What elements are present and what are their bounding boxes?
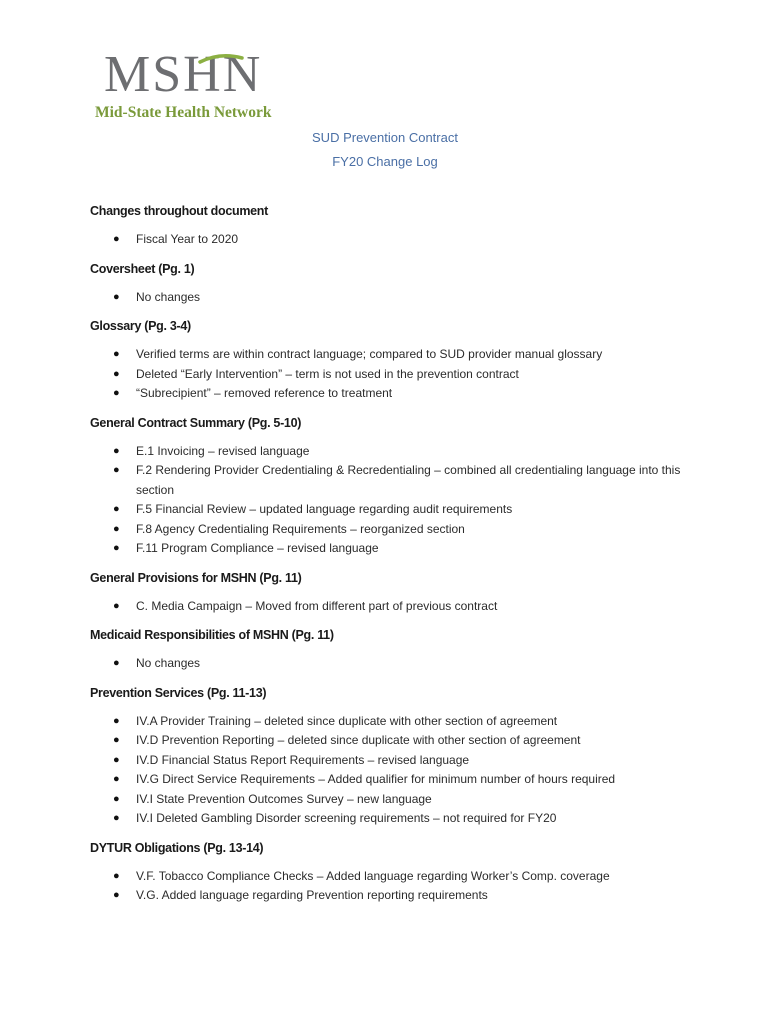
bullet-icon: ● bbox=[113, 657, 120, 669]
bullet-list bbox=[90, 867, 690, 906]
list-item bbox=[90, 867, 690, 887]
list-item bbox=[90, 770, 690, 790]
list-item-text: IV.G Direct Service Requirements – Added qualifier for minimum number of hours required bbox=[136, 772, 616, 786]
list-item-text: IV.D Financial Status Report Requirements – revised language bbox=[136, 752, 470, 767]
bullet-list bbox=[90, 597, 690, 617]
list-item-text: IV.I Deleted Gambling Disorder screening requirements – not required for FY20 bbox=[136, 811, 557, 825]
bullet-icon: ● bbox=[113, 387, 120, 399]
bullet-icon: ● bbox=[113, 812, 120, 824]
list-item bbox=[90, 886, 690, 906]
section-heading: DYTUR Obligations (Pg. 13-14) bbox=[90, 840, 264, 855]
bullet-icon: ● bbox=[113, 464, 120, 476]
list-item bbox=[90, 731, 690, 751]
list-item-text: V.G. Added language regarding Prevention reporting requirements bbox=[136, 888, 488, 902]
bullet-icon: ● bbox=[113, 290, 120, 303]
bullet-icon: ● bbox=[113, 599, 120, 612]
list-item bbox=[90, 654, 690, 674]
section-heading: Medicaid Responsibilities of MSHN (Pg. 11) bbox=[90, 628, 334, 642]
section-heading: General Contract Summary (Pg. 5-10) bbox=[90, 415, 302, 430]
section bbox=[90, 413, 690, 559]
list-item-text: F.2 Rendering Provider Credentialing & Recredentialing – combined all credentialing language into this section bbox=[136, 463, 681, 497]
list-item bbox=[90, 712, 690, 732]
bullet-icon: ● bbox=[113, 734, 120, 746]
bullet-icon: ● bbox=[113, 367, 120, 380]
bullet-icon: ● bbox=[113, 233, 120, 245]
bullet-icon: ● bbox=[113, 792, 120, 805]
section-heading: Changes throughout document bbox=[90, 204, 268, 218]
list-item bbox=[90, 461, 690, 500]
list-item-text: F.5 Financial Review – updated language regarding audit requirements bbox=[136, 502, 513, 516]
list-item bbox=[90, 288, 690, 308]
bullet-icon: ● bbox=[113, 503, 120, 515]
list-item bbox=[90, 500, 690, 520]
list-item-text: No changes bbox=[136, 289, 201, 304]
logo-tagline: Mid-State Health Network bbox=[95, 104, 272, 121]
bullet-icon: ● bbox=[113, 773, 120, 785]
list-item-text: E.1 Invoicing – revised language bbox=[136, 443, 310, 458]
section bbox=[90, 259, 690, 308]
list-item-text: C. Media Campaign – Moved from different part of previous contract bbox=[136, 598, 498, 613]
list-item-text: IV.A Provider Training – deleted since duplicate with other section of agreement bbox=[136, 713, 558, 728]
list-item-text: IV.D Prevention Reporting – deleted since duplicate with other section of agreement bbox=[136, 733, 581, 747]
list-item-text: “Subrecipient” – removed reference to treatment bbox=[136, 386, 393, 400]
section-heading: Prevention Services (Pg. 11-13) bbox=[90, 685, 267, 700]
section bbox=[90, 201, 690, 250]
section-heading: Glossary (Pg. 3-4) bbox=[90, 319, 191, 333]
list-item bbox=[90, 442, 690, 462]
section bbox=[90, 838, 690, 906]
list-item-text: Fiscal Year to 2020 bbox=[136, 232, 239, 246]
section-heading: General Provisions for MSHN (Pg. 11) bbox=[90, 570, 302, 585]
bullet-icon: ● bbox=[113, 753, 120, 766]
list-item bbox=[90, 751, 690, 771]
list-item bbox=[90, 790, 690, 810]
section bbox=[90, 625, 690, 674]
list-item-text: F.8 Agency Credentialing Requirements – reorganized section bbox=[136, 521, 465, 536]
bullet-icon: ● bbox=[113, 444, 120, 457]
bullet-list bbox=[90, 345, 690, 404]
bullet-icon: ● bbox=[113, 522, 120, 535]
section bbox=[90, 316, 690, 404]
bullet-icon: ● bbox=[113, 714, 120, 727]
list-item bbox=[90, 384, 690, 404]
list-item bbox=[90, 597, 690, 617]
list-item-text: IV.I State Prevention Outcomes Survey – new language bbox=[136, 791, 432, 806]
logo-letters: MSHN bbox=[104, 46, 263, 103]
list-item bbox=[90, 539, 690, 559]
list-item-text: F.11 Program Compliance – revised language bbox=[136, 541, 379, 555]
change-log-body bbox=[90, 201, 690, 915]
list-item-text: Verified terms are within contract language; compared to SUD provider manual glossary bbox=[136, 347, 603, 361]
list-item bbox=[90, 230, 690, 250]
bullet-icon: ● bbox=[113, 542, 120, 554]
list-item bbox=[90, 520, 690, 540]
bullet-list bbox=[90, 230, 690, 250]
bullet-icon: ● bbox=[113, 889, 120, 901]
document-title: SUD Prevention Contract bbox=[312, 130, 458, 145]
section bbox=[90, 568, 690, 617]
list-item-text: Deleted “Early Intervention” – term is not used in the prevention contract bbox=[136, 366, 519, 381]
bullet-list bbox=[90, 654, 690, 674]
bullet-list bbox=[90, 712, 690, 829]
bullet-list bbox=[90, 288, 690, 308]
mshn-logo bbox=[92, 44, 307, 124]
list-item-text: V.F. Tobacco Compliance Checks – Added language regarding Worker’s Comp. coverage bbox=[136, 868, 610, 883]
list-item bbox=[90, 345, 690, 365]
bullet-icon: ● bbox=[113, 348, 120, 360]
section bbox=[90, 683, 690, 829]
list-item-text: No changes bbox=[136, 656, 201, 670]
bullet-list bbox=[90, 442, 690, 559]
list-item bbox=[90, 365, 690, 385]
section-heading: Coversheet (Pg. 1) bbox=[90, 261, 195, 276]
list-item bbox=[90, 809, 690, 829]
bullet-icon: ● bbox=[113, 869, 120, 882]
document-subtitle: FY20 Change Log bbox=[332, 154, 438, 169]
